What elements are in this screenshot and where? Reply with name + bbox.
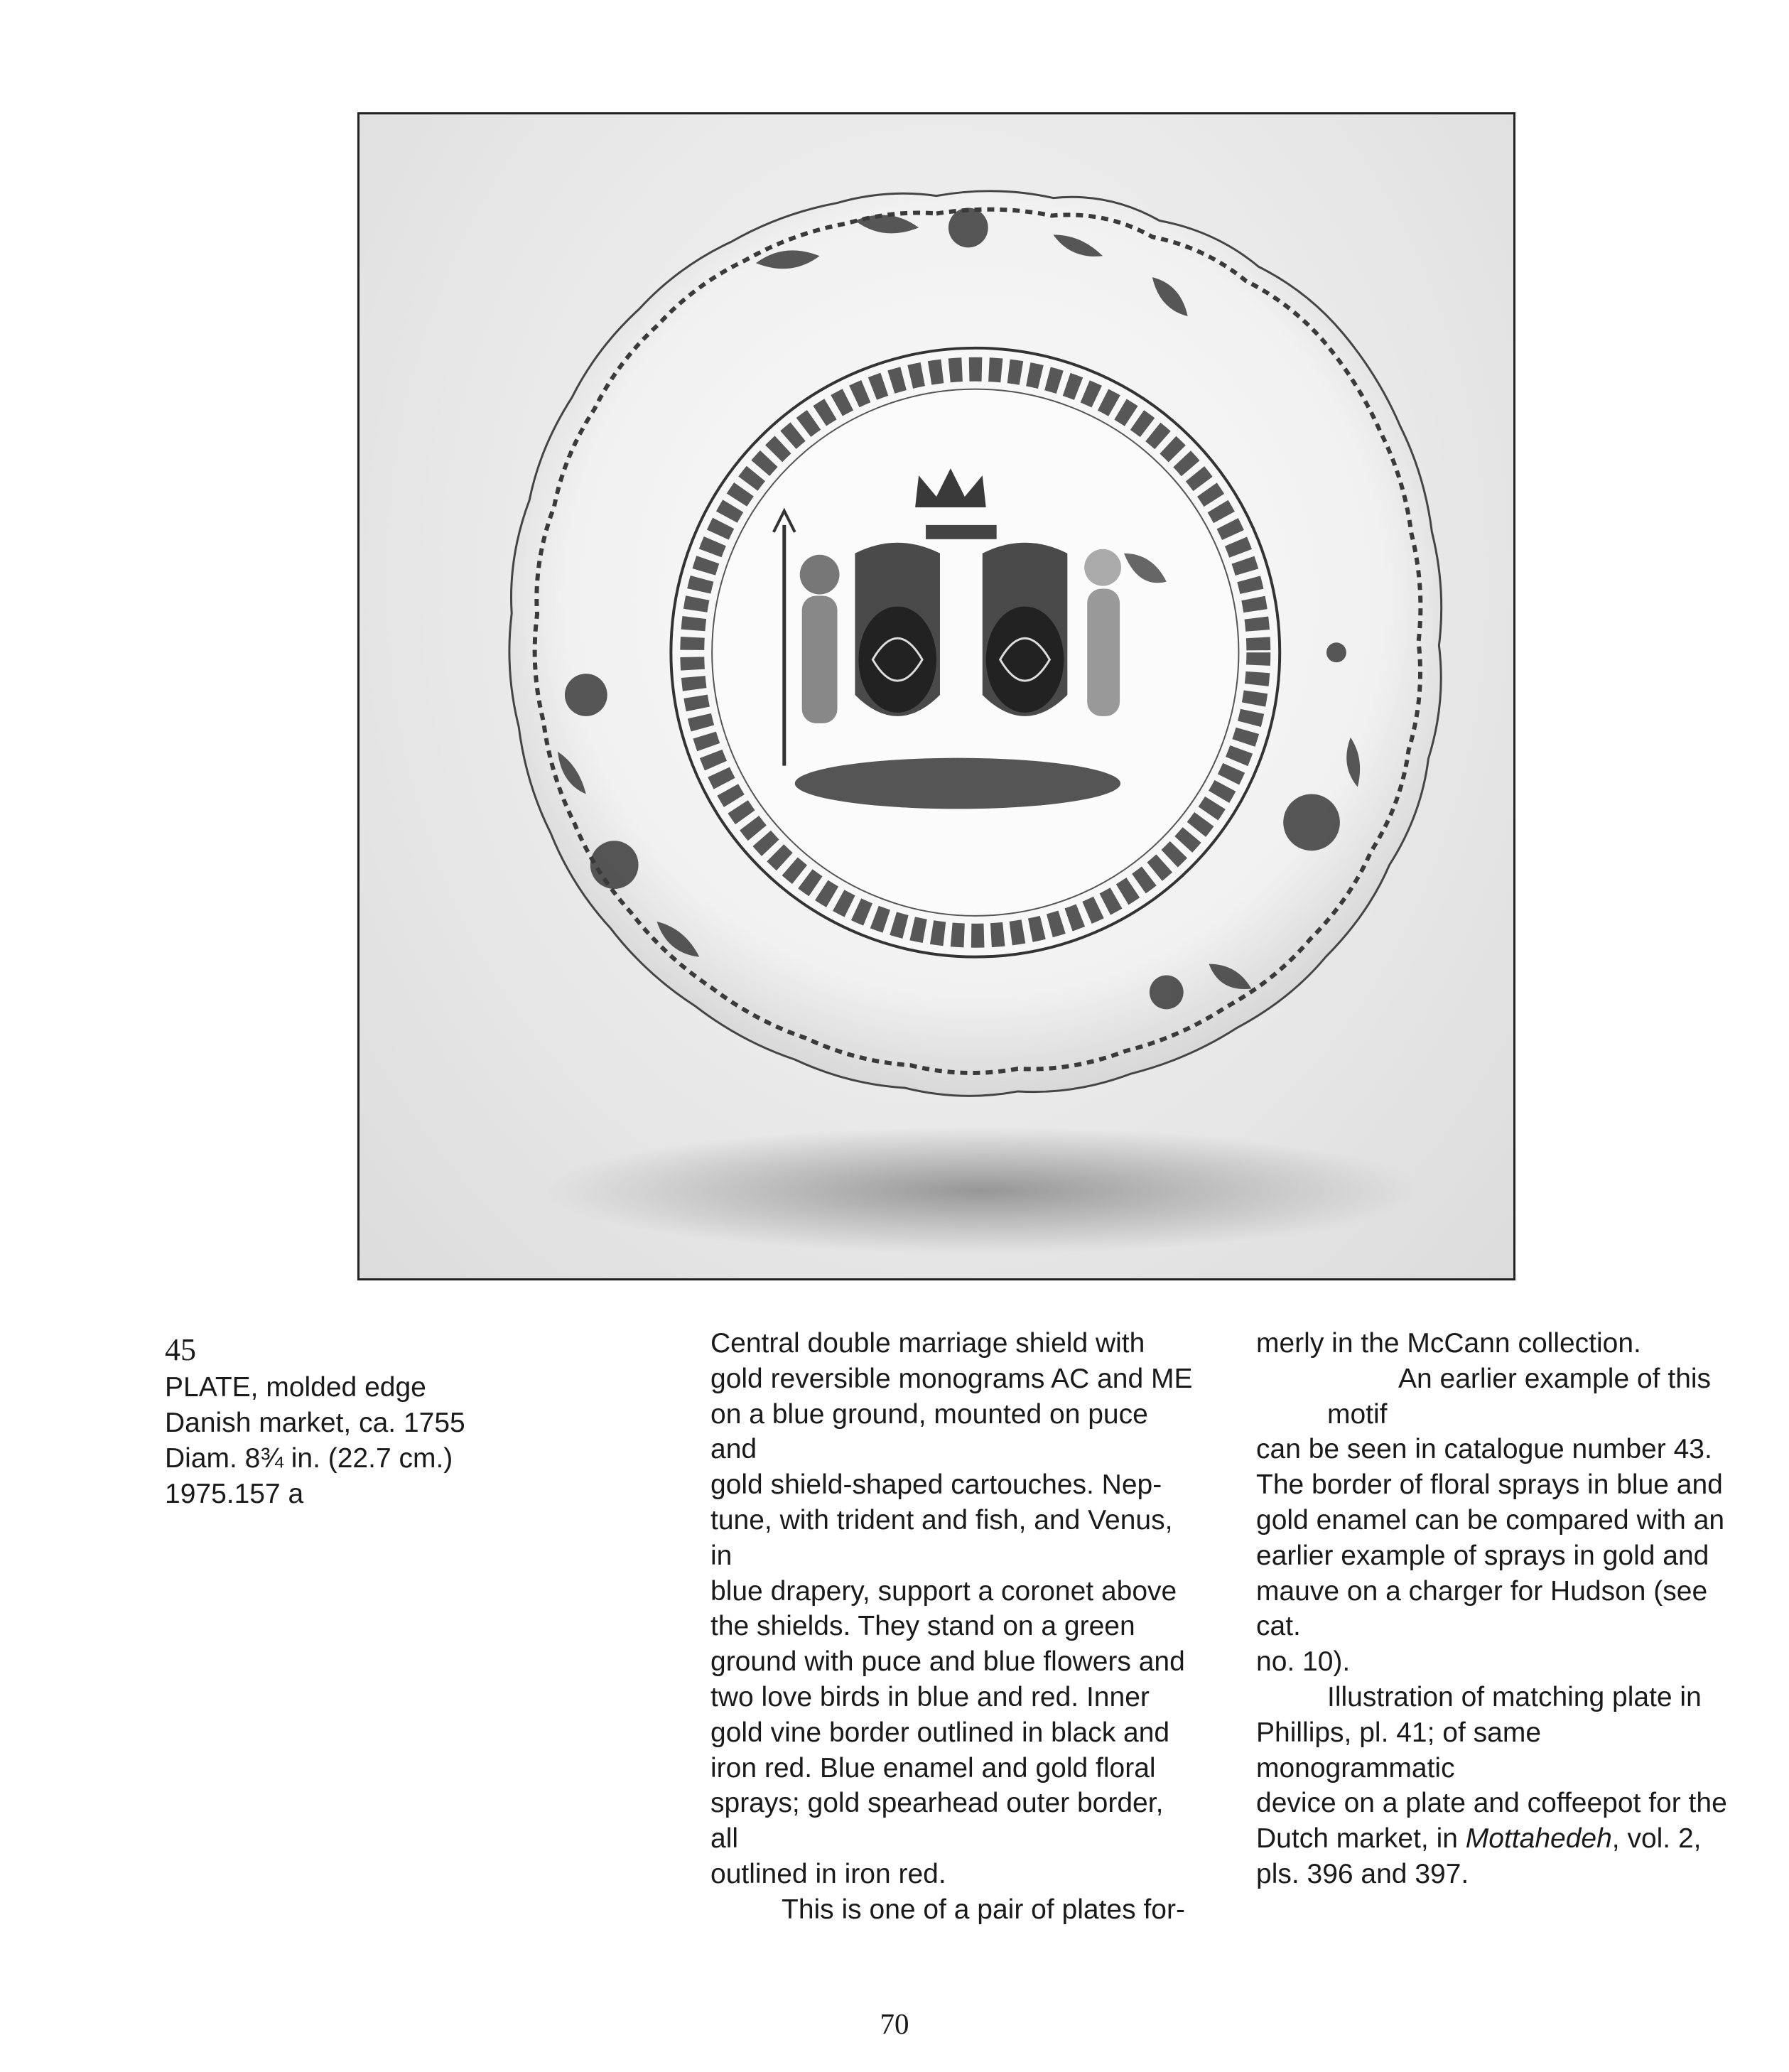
plate-photograph	[357, 112, 1515, 1280]
paragraph-provenance-start: This is one of a pair of plates for-	[782, 1894, 1185, 1925]
text-column-left	[710, 1326, 1194, 1928]
page-number: 70	[880, 2007, 909, 2040]
paragraph-comparison: An earlier example of this motif can be seen in catalogue number 43. The border of floral sprays in blue and gold enamel can be compared with an earlier example of sprays in gold and mauve on a charger for Hudson (see cat. no. 10).	[1256, 1363, 1725, 1678]
reference-title: Mottahedeh	[1465, 1823, 1612, 1855]
plate-shadow	[544, 1127, 1421, 1254]
object-market: Danish market, ca. 1755	[165, 1408, 465, 1438]
plate-illustration	[360, 114, 1513, 1278]
accession-number: 1975.157 a	[165, 1479, 304, 1509]
object-diameter: Diam. 8¾ in. (22.7 cm.)	[165, 1443, 453, 1474]
catalogue-number: 45	[165, 1332, 196, 1367]
paragraph-description: Central double marriage shield with gold reversible monograms AC and ME on a blue ground, mounted on puce and gold shield-shaped cartouches. Nep- tune, with trident and fish, and Venus, in blue drapery, support a coronet above the shields. They stand on a green ground with puce and blue flowers and two love birds in blue and red. Inner gold vine border outlined in black and iron red. Blue enamel and gold floral sprays; gold spearhead outer border, all outlined in iron red.	[710, 1328, 1193, 1889]
text-column-right	[1256, 1326, 1746, 1892]
paragraph-provenance-end: merly in the McCann collection.	[1256, 1328, 1641, 1359]
paragraph-illustration: Illustration of matching plate in Phillips, pl. 41; of same monogrammatic device on a plate and coffeepot for the Dutch market, in Mottahedeh, vol. 2, pls. 396 and 397.	[1256, 1681, 1727, 1889]
figure-caption	[165, 1332, 563, 1512]
object-title: PLATE, molded edge	[165, 1372, 426, 1403]
